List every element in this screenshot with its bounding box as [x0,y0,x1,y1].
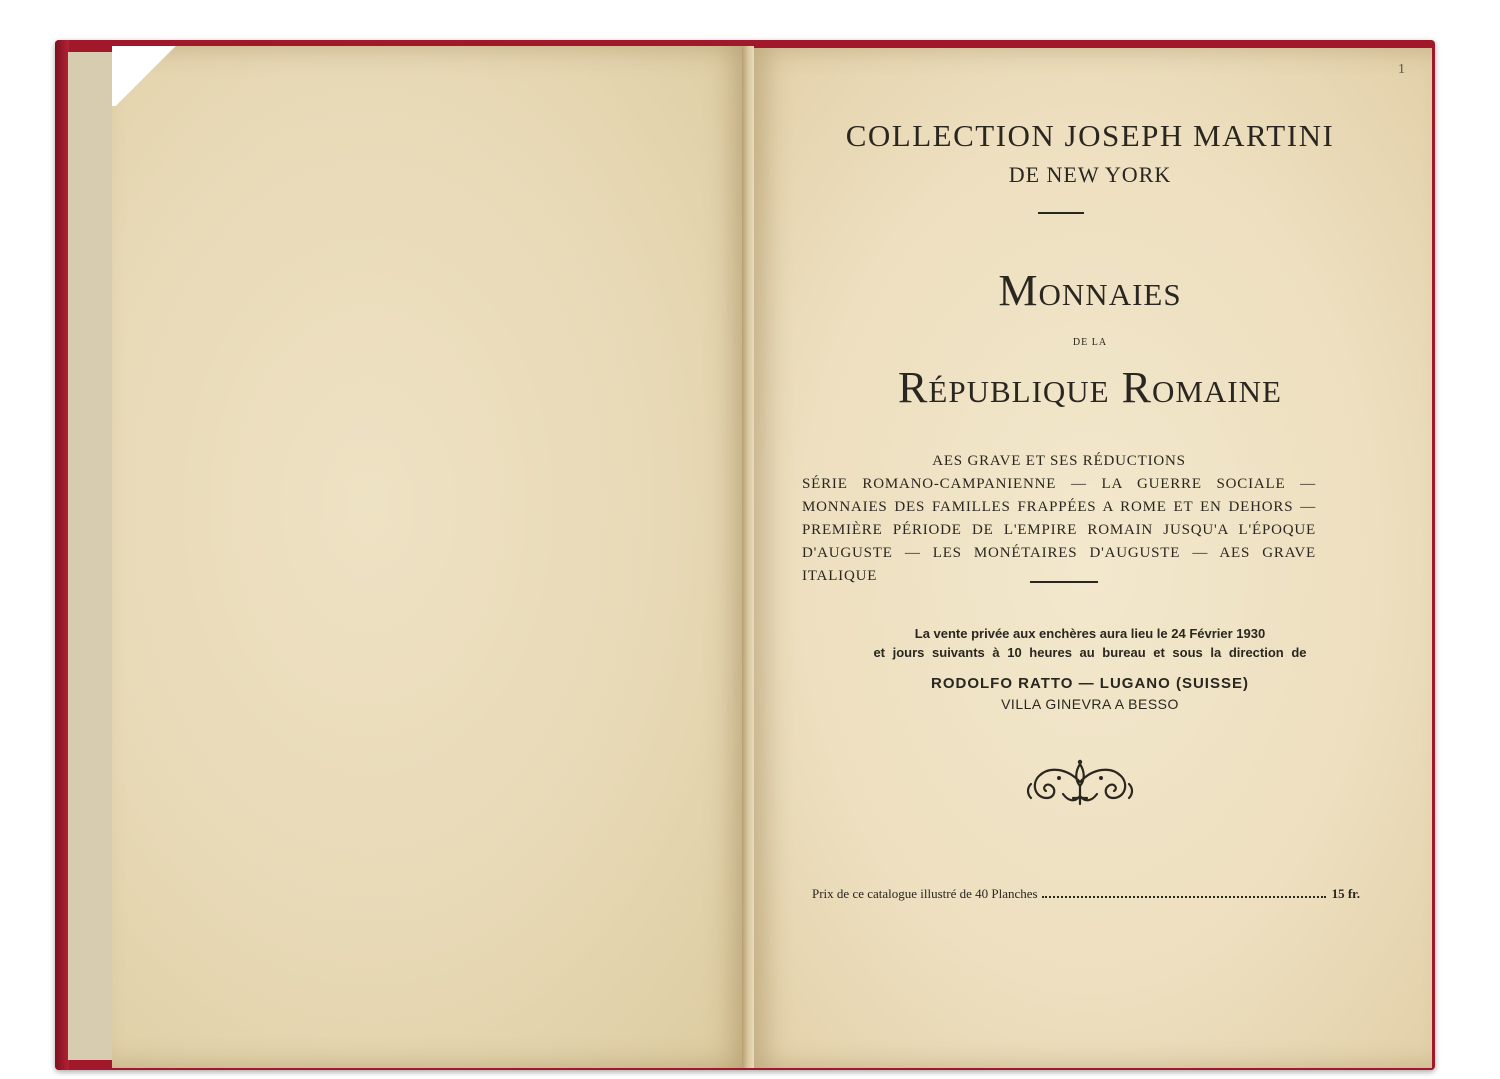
left-blank-page [112,46,752,1068]
title-connector: DE LA [1072,337,1108,348]
cover-edge [55,40,69,1070]
sale-date-line: La vente privée aux enchères aura lieu le 24 Février 1930 [914,626,1266,641]
ornament-icon [1023,758,1137,808]
price-label: Prix de ce catalogue illustré de 40 Planches [812,886,1038,901]
divider-rule [1030,581,1098,583]
collection-title: COLLECTION JOSEPH MARTINI [845,118,1335,153]
page-number-mark: 1 [1398,62,1405,77]
collection-subtitle: DE NEW YORK [1008,162,1172,187]
price-line [812,886,1360,902]
book-gutter [742,46,754,1068]
main-subtitle: République Romaine [898,363,1282,412]
main-title: Monnaies [998,266,1182,315]
divider-rule [1038,212,1084,214]
price-amount: 15 fr. [1331,886,1360,901]
subjects-text: SÉRIE ROMANO-CAMPANIENNE — LA GUERRE SOCIALE — MONNAIES DES FAMILLES FRAPPÉES A ROME ET EN DEHORS — PREMIÈRE PÉRIODE DE L'EMPIRE ROMAIN JUSQU'A L'ÉPOQUE D'AUGUSTE — LES MONÉTAIRES D'AUGUSTE — AES GRAVE ITALIQUE [802,476,1316,584]
sale-time-line: et jours suivants à 10 heures au bureau et sous la direction de [873,645,1307,660]
subjects-first-line: AES GRAVE ET SES RÉDUCTIONS [932,453,1186,469]
auctioneer-address: VILLA GINEVRA A BESSO [1001,696,1179,712]
auctioneer-name: RODOLFO RATTO — LUGANO (SUISSE) [931,675,1249,692]
page-corner-curl [112,46,192,106]
dot-leader [1042,896,1326,898]
